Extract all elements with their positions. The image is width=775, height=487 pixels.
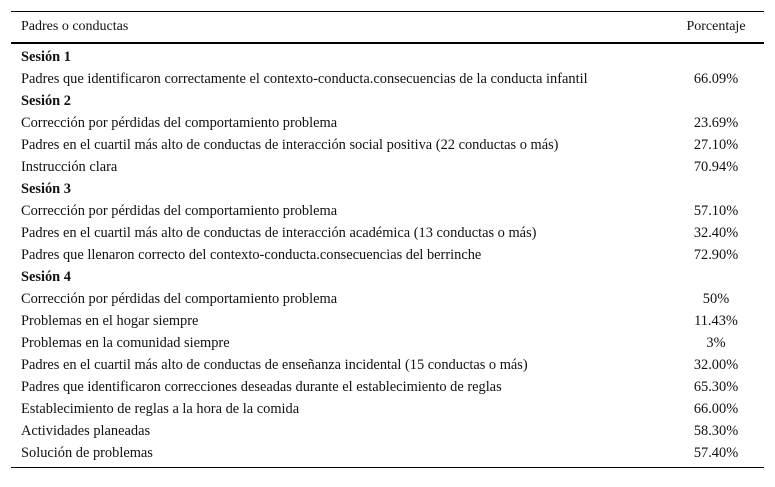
table-row <box>11 68 764 90</box>
behavior-label: Padres en el cuartil más alto de conductas de interacción social positiva (22 conductas o más) <box>21 137 559 153</box>
section-title: Sesión 1 <box>21 49 71 65</box>
behavior-label: Actividades planeadas <box>21 423 151 439</box>
table-row <box>11 134 764 156</box>
percentage-value: 57.40% <box>693 445 739 461</box>
percentage-value: 58.30% <box>693 423 739 439</box>
behavior-label: Corrección por pérdidas del comportamiento problema <box>21 115 338 131</box>
table-row <box>11 200 764 222</box>
behavior-label: Corrección por pérdidas del comportamiento problema <box>21 203 338 219</box>
table-row <box>11 310 764 332</box>
table-row <box>11 354 764 376</box>
table-row <box>11 420 764 442</box>
percentage-value: 57.10% <box>693 203 739 219</box>
behavior-label: Corrección por pérdidas del comportamiento problema <box>21 291 338 307</box>
percentage-value: 11.43% <box>694 313 738 329</box>
percentage-value: 3% <box>706 335 726 351</box>
header-behaviors: Padres o conductas <box>21 19 129 34</box>
section-heading-row <box>11 266 764 288</box>
table-row <box>11 244 764 266</box>
percentage-value: 23.69% <box>693 115 739 131</box>
behavior-label: Padres que llenaron correcto del contexto-conducta.consecuencias del berrinche <box>21 247 482 263</box>
behavior-label: Problemas en la comunidad siempre <box>21 335 230 351</box>
percentage-value: 32.00% <box>693 357 739 373</box>
table-bottom-rule <box>11 467 764 468</box>
percentage-value: 50% <box>702 291 730 307</box>
behavior-label: Padres que identificaron correcciones deseadas durante el establecimiento de reglas <box>21 379 502 395</box>
behavior-label: Padres en el cuartil más alto de conductas de enseñanza incidental (15 conductas o más) <box>21 357 528 373</box>
behavior-label: Solución de problemas <box>21 445 153 461</box>
percentage-value: 66.09% <box>693 71 739 87</box>
table-row <box>11 376 764 398</box>
results-table <box>11 11 764 468</box>
percentage-value: 70.94% <box>693 159 739 175</box>
section-title: Sesión 3 <box>21 181 71 197</box>
table-header-row <box>11 12 764 42</box>
behavior-label: Padres en el cuartil más alto de conductas de interacción académica (13 conductas o más) <box>21 225 537 241</box>
percentage-value: 65.30% <box>693 379 739 395</box>
section-heading-row <box>11 178 764 200</box>
behavior-label: Establecimiento de reglas a la hora de la comida <box>21 401 300 417</box>
behavior-label: Padres que identificaron correctamente el contexto-conducta.consecuencias de la conducta infantil <box>21 71 588 87</box>
table-body <box>11 46 764 464</box>
behavior-label: Instrucción clara <box>21 159 118 175</box>
percentage-value: 32.40% <box>693 225 739 241</box>
table-row <box>11 398 764 420</box>
table-row <box>11 288 764 310</box>
behavior-label: Problemas en el hogar siempre <box>21 313 199 329</box>
table-row <box>11 222 764 244</box>
section-title: Sesión 2 <box>21 93 71 109</box>
section-title: Sesión 4 <box>21 269 71 285</box>
percentage-value: 66.00% <box>693 401 739 417</box>
table-row <box>11 332 764 354</box>
section-heading-row <box>11 46 764 68</box>
table-row <box>11 112 764 134</box>
table-row <box>11 442 764 464</box>
percentage-value: 72.90% <box>693 247 739 263</box>
percentage-value: 27.10% <box>693 137 739 153</box>
table-row <box>11 156 764 178</box>
header-percentage: Porcentaje <box>686 19 746 34</box>
section-heading-row <box>11 90 764 112</box>
